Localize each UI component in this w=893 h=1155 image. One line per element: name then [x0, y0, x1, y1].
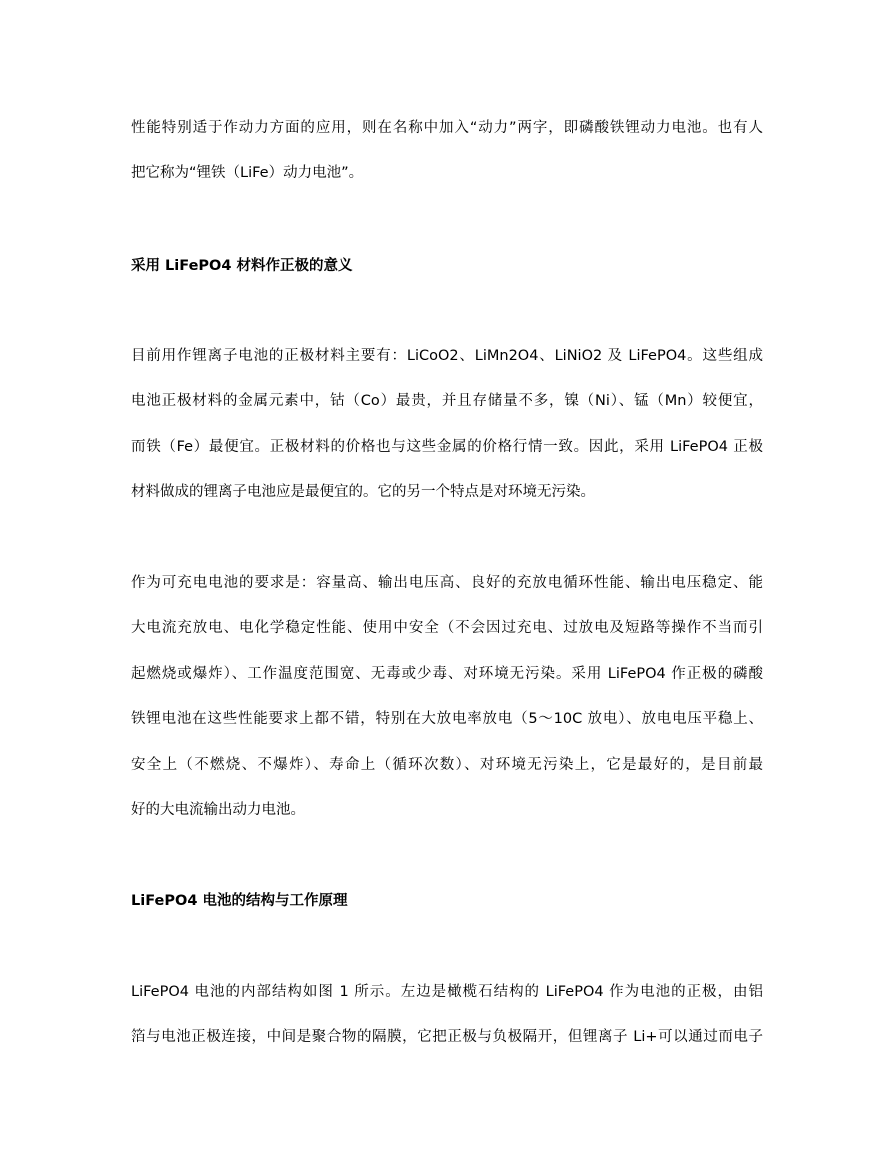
paragraph-4-line-1: LiFePO4 电池的内部结构如图 1 所示。左边是橄榄石结构的 LiFePO4 作为电池的正极，由铝 — [131, 984, 763, 1000]
paragraph-3-line-6: 好的大电流输出动力电池。 — [131, 802, 305, 818]
paragraph-3-line-1: 作为可充电电池的要求是：容量高、输出电压高、良好的充放电循环性能、输出电压稳定、能 — [131, 575, 763, 591]
section-heading-significance: 采用 LiFePO4 材料作正极的意义 — [131, 258, 353, 274]
paragraph-3-line-3: 起燃烧或爆炸）、工作温度范围宽、无毒或少毒、对环境无污染。采用 LiFePO4 作正极的磷酸 — [131, 666, 763, 682]
paragraph-2-line-2: 电池正极材料的金属元素中，钴（Co）最贵，并且存储量不多，镍（Ni）、锰（Mn）较便宜， — [131, 393, 763, 409]
section-heading-structure: LiFePO4 电池的结构与工作原理 — [131, 893, 348, 909]
paragraph-4-line-2: 箔与电池正极连接，中间是聚合物的隔膜，它把正极与负极隔开，但锂离子 Li+可以通过而电子 — [131, 1029, 763, 1045]
paragraph-1-line-1: 性能特别适于作动力方面的应用，则在名称中加入“动力”两字，即磷酸铁锂动力电池。也有人 — [131, 120, 763, 136]
paragraph-3-line-5: 安全上（不燃烧、不爆炸）、寿命上（循环次数）、对环境无污染上，它是最好的，是目前最 — [131, 757, 763, 773]
paragraph-3-line-2: 大电流充放电、电化学稳定性能、使用中安全（不会因过充电、过放电及短路等操作不当而引 — [131, 620, 763, 636]
paragraph-2-line-3: 而铁（Fe）最便宜。正极材料的价格也与这些金属的价格行情一致。因此，采用 LiFePO4 正极 — [131, 439, 763, 455]
paragraph-2-line-4: 材料做成的锂离子电池应是最便宜的。它的另一个特点是对环境无污染。 — [131, 484, 595, 500]
paragraph-3-line-4: 铁锂电池在这些性能要求上都不错，特别在大放电率放电（5～10C 放电）、放电电压平稳上、 — [131, 711, 763, 727]
paragraph-1-line-2: 把它称为“锂铁（LiFe）动力电池”。 — [131, 165, 364, 181]
paragraph-2-line-1: 目前用作锂离子电池的正极材料主要有：LiCoO2、LiMn2O4、LiNiO2 及 LiFePO4。这些组成 — [131, 348, 763, 364]
